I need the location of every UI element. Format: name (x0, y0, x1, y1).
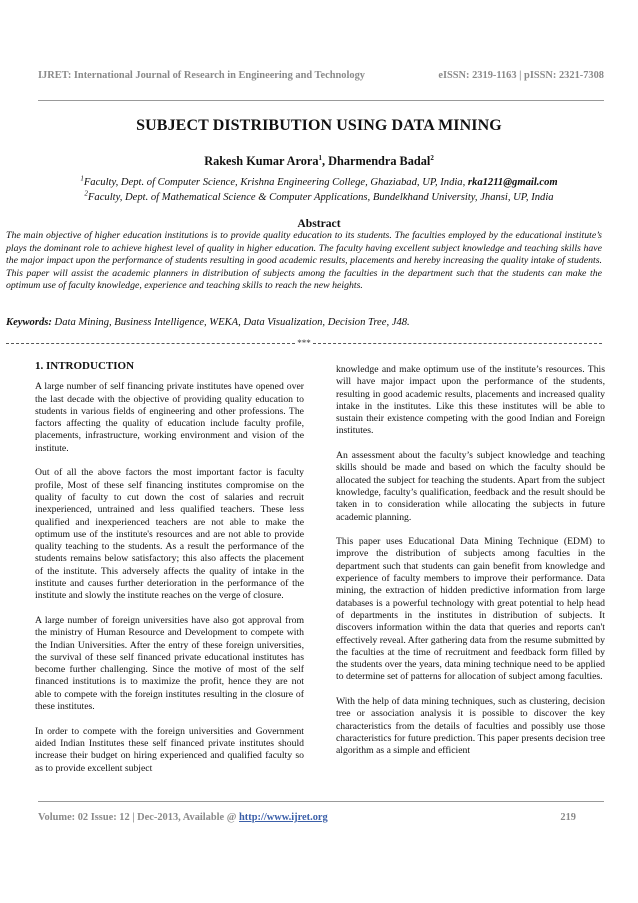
abstract-heading: Abstract (297, 217, 341, 230)
author-separator: , (322, 154, 329, 168)
paragraph: Out of all the above factors the most important factor is faculty profile, Most of these self financing institutes compromise on the quality of faculty to cut down the cost of salaries and recruit inexperienced, untrained and less qualified teachers. These less qualified and inexperienced teachers are not able to make the optimum use of the institute's resources and are not able to provide quality teaching to the students. As a result the performance of the students remains below satisfactory; this also affects the placement of the institute. This adversely affects the quality of intake in the institute and causes further deterioration in the performance of the institute and slowly the institute reaches on the verge of closure. (35, 467, 304, 602)
page-number: 219 (560, 812, 576, 823)
paragraph: knowledge and make optimum use of the institute’s resources. This will have major impact upon the performance of the students, resulting in good academic results, placements and increased quality intake in the institutes. Like this these institutes will be able to sustain their existence competing with the good Indian and Foreign institutes. (336, 364, 605, 437)
footer-url-link[interactable]: http://www.ijret.org (239, 812, 328, 823)
left-column (35, 360, 304, 787)
affiliation-1 (0, 174, 638, 188)
author-line (0, 154, 638, 169)
author-email[interactable]: rka1211@gmail.com (467, 177, 558, 188)
separator-dash-left (6, 343, 295, 344)
footer-volume (38, 812, 328, 823)
right-column (336, 364, 605, 770)
page-footer (38, 812, 604, 823)
author-2-sup: 2 (430, 153, 434, 162)
paragraph: An assessment about the faculty’s subject knowledge and teaching skills should be made and based on which the faculty should be allocated the subject for teaching the students. Apart from the subject knowledge, faculty’s qualification, feedback and the result should be taken in to consideration while allocating the subjects in future academic planning. (336, 450, 605, 523)
journal-header (38, 70, 604, 81)
paragraph: With the help of data mining techniques, such as clustering, decision tree or association analysis it is possible to discover the key characteristics from the details of faculties and possibly use those characteristics for future prediction. This paper presents decision tree algorithm as a simple and efficient (336, 696, 605, 757)
affiliation-1-text: Faculty, Dept. of Computer Science, Krishna Engineering College, Ghaziabad, UP, India, (83, 177, 468, 188)
author-1-sup: 1 (318, 153, 323, 162)
author-2: Dharmendra Badal (328, 154, 431, 168)
section-separator (6, 338, 602, 348)
paper-title: SUBJECT DISTRIBUTION USING DATA MINING (136, 117, 502, 134)
paragraph: A large number of self financing private institutes have opened over the last decade with the objective of providing quality education to students in various fields of engineering and other professions. The factors affecting the quality of education include faculty profile, placements, infrastructure, working environment and vision of the institute. (35, 381, 304, 454)
separator-stars: *** (297, 338, 311, 348)
affiliation-2-text: Faculty, Dept. of Mathematical Science & Computer Applications, Bundelkhand University, Jhansi, UP, India (87, 192, 554, 203)
author-1: Rakesh Kumar Arora (204, 154, 319, 168)
footer-volume-text: Volume: 02 Issue: 12 | Dec-2013, Available @ (38, 812, 239, 823)
abstract-text: The main objective of higher education institutions is to provide quality education to its students. The faculties employed by the educational institute’s plays the dominant role to achieve highest level of quality in higher education. The faculty having excellent subject knowledge and teaching skills have the major impact upon the performance of students resulting in good academic results, placements and hereby increasing the quality intake of students. This paper will assist the academic planners in distribution of subjects among the faculties in the department such that the students can make the optimum use of faculty knowledge, experience and teaching skills to reach the new heights. (6, 230, 602, 292)
affiliation-1-sup: 1 (80, 174, 84, 183)
keywords-line (6, 317, 602, 328)
paragraph: This paper uses Educational Data Mining Technique (EDM) to improve the distribution of subjects among faculties in the department such that students can gain benefit from knowledge and experience of faculty members to improve their performance. Data mining, the extraction of hidden predictive information from large databases is a powerful technology with great potential to help head of departments in the institutes in distribution of subjects. It discovers information within the data that queries and reports can't effectively reveal. After gathering data from the resume submitted by the faculties at the time of recruitment and feedback form filled by the students over the years, data mining technique need to be applied to determine set of patterns for allocation of subject among faculties. (336, 536, 605, 683)
affiliation-2-sup: 2 (84, 189, 88, 198)
header-rule (38, 100, 604, 101)
keywords-text: Data Mining, Business Intelligence, WEKA, Data Visualization, Decision Tree, J48. (51, 317, 410, 328)
journal-name: IJRET: International Journal of Research in Engineering and Technology (38, 70, 365, 81)
footer-rule (38, 801, 604, 802)
keywords-label: Keywords: (6, 317, 52, 328)
journal-issn: eISSN: 2319-1163 | pISSN: 2321-7308 (438, 70, 604, 81)
separator-dash-right (313, 343, 602, 344)
paragraph: A large number of foreign universities have also got approval from the ministry of Human Resource and Development to compete with the Indian Universities. After the entry of these foreign universities, the survival of these self financed private educational institutes has become further challenging. Since the motive of most of the self financed institutions is to maximize the profit, hence they are not able to compete with the foreign institutes resulting in the closure of these institutes. (35, 614, 304, 713)
affiliation-2 (0, 189, 638, 203)
section-heading-introduction: 1. INTRODUCTION (35, 360, 135, 372)
paragraph: In order to compete with the foreign universities and Government aided Indian Institutes these self financed private institutes should increase their budget on hiring experienced and qualified faculty so as to provide excellent subject (35, 725, 304, 774)
